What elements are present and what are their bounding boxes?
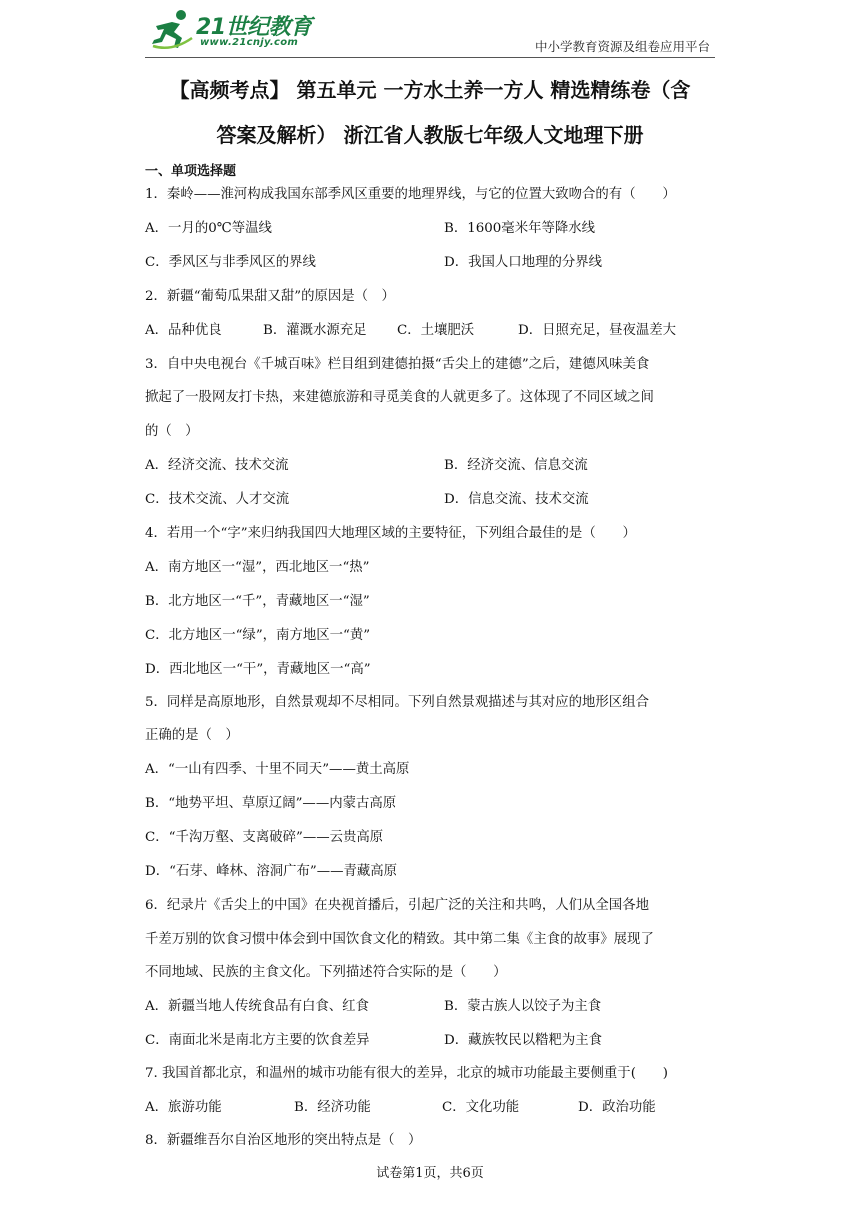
logo-url: www.21cnjy.com: [200, 37, 299, 48]
header-divider: [145, 57, 715, 58]
question-1-option-c: C．季风区与非季风区的界线: [145, 255, 316, 270]
question-1-option-b: B．1600毫米年等降水线: [444, 221, 596, 236]
question-6-stem-line1: 6．纪录片《舌尖上的中国》在央视首播后，引起广泛的关注和共鸣，人们从全国各地: [145, 898, 649, 913]
question-5-option-d: D．“石芽、峰林、溶洞广布”——青藏高原: [145, 864, 398, 879]
question-4-option-a: A．南方地区一“湿”，西北地区一“热”: [145, 560, 370, 575]
question-1-option-a: A．一月的0℃等温线: [145, 221, 272, 236]
question-3-option-c: C．技术交流、人才交流: [145, 492, 290, 507]
question-4-option-c: C．北方地区一“绿”，南方地区一“黄”: [145, 628, 371, 643]
running-figure-icon: [150, 8, 194, 50]
question-7-option-c: C．文化功能: [442, 1100, 520, 1115]
question-3-stem-line2: 掀起了一股网友打卡热，来建德旅游和寻觅美食的人就更多了。这体现了不同区域之间: [145, 390, 654, 405]
question-5-stem-line1: 5．同样是高原地形，自然景观却不尽相同。下列自然景观描述与其对应的地形区组合: [145, 695, 649, 710]
question-3-stem-line1: 3．自中央电视台《千城百味》栏目组到建德拍摄“舌尖上的建德”之后，建德风味美食: [145, 357, 650, 372]
question-6-option-b: B．蒙古族人以饺子为主食: [444, 999, 602, 1014]
question-3-option-d: D．信息交流、技术交流: [444, 492, 589, 507]
question-4-stem: 4．若用一个“字”来归纳我国四大地理区域的主要特征，下列组合最佳的是（ ）: [145, 526, 636, 541]
site-logo: [150, 8, 320, 52]
question-4-option-b: B．北方地区一“千”，青藏地区一“湿”: [145, 594, 370, 609]
question-8-stem: 8．新疆维吾尔自治区地形的突出特点是（ ）: [145, 1133, 422, 1148]
question-2-option-a: A．品种优良: [145, 323, 222, 338]
question-6-option-a: A．新疆当地人传统食品有白食、红食: [145, 999, 369, 1014]
question-1-option-d: D．我国人口地理的分界线: [444, 255, 603, 270]
question-2-option-d: D．日照充足，昼夜温差大: [518, 323, 677, 338]
question-2-option-c: C．土壤肥沃: [397, 323, 475, 338]
question-5-option-b: B．“地势平坦、草原辽阔”——内蒙古高原: [145, 796, 397, 811]
question-4-option-d: D．西北地区一“干”，青藏地区一“高”: [145, 662, 371, 677]
question-6-stem-line2: 千差万别的饮食习惯中体会到中国饮食文化的精致。其中第二集《主食的故事》展现了: [145, 932, 654, 947]
question-7-stem: 7. 我国首都北京，和温州的城市功能有很大的差异，北京的城市功能最主要侧重于( ): [145, 1066, 668, 1081]
logo-text: 21世纪教育: [196, 15, 312, 40]
question-5-option-a: A．“一山有四季、十里不同天”——黄土高原: [145, 762, 410, 777]
question-1-stem: 1．秦岭——淮河构成我国东部季风区重要的地理界线，与它的位置大致吻合的有（ ）: [145, 187, 676, 202]
question-5-option-c: C．“千沟万壑、支离破碎”——云贵高原: [145, 830, 384, 845]
question-2-option-b: B．灌溉水源充足: [263, 323, 367, 338]
question-3-option-a: A．经济交流、技术交流: [145, 458, 289, 473]
section-heading: 一、单项选择题: [145, 164, 237, 179]
question-6-stem-line3: 不同地域、民族的主食文化。下列描述符合实际的是（ ）: [145, 965, 507, 980]
question-7-option-b: B．经济功能: [294, 1100, 371, 1115]
question-3-option-b: B．经济交流、信息交流: [444, 458, 588, 473]
platform-name: 中小学教育资源及组卷应用平台: [534, 39, 710, 54]
question-7-option-a: A．旅游功能: [145, 1100, 222, 1115]
question-7-option-d: D．政治功能: [578, 1100, 656, 1115]
exam-title-line2: 答案及解析） 浙江省人教版七年级人文地理下册: [216, 123, 644, 147]
page-header: [0, 0, 860, 62]
page-footer: 试卷第1页，共6页: [376, 1166, 484, 1181]
question-6-option-d: D．藏族牧民以糌粑为主食: [444, 1033, 603, 1048]
question-5-stem-line2: 正确的是（ ）: [145, 728, 239, 743]
question-6-option-c: C．南面北米是南北方主要的饮食差异: [145, 1033, 370, 1048]
question-3-stem-line3: 的（ ）: [145, 424, 199, 439]
exam-title-line1: 【高频考点】 第五单元 一方水土养一方人 精选精练卷（含: [169, 78, 691, 102]
question-2-stem: 2．新疆“葡萄瓜果甜又甜”的原因是（ ）: [145, 289, 395, 304]
